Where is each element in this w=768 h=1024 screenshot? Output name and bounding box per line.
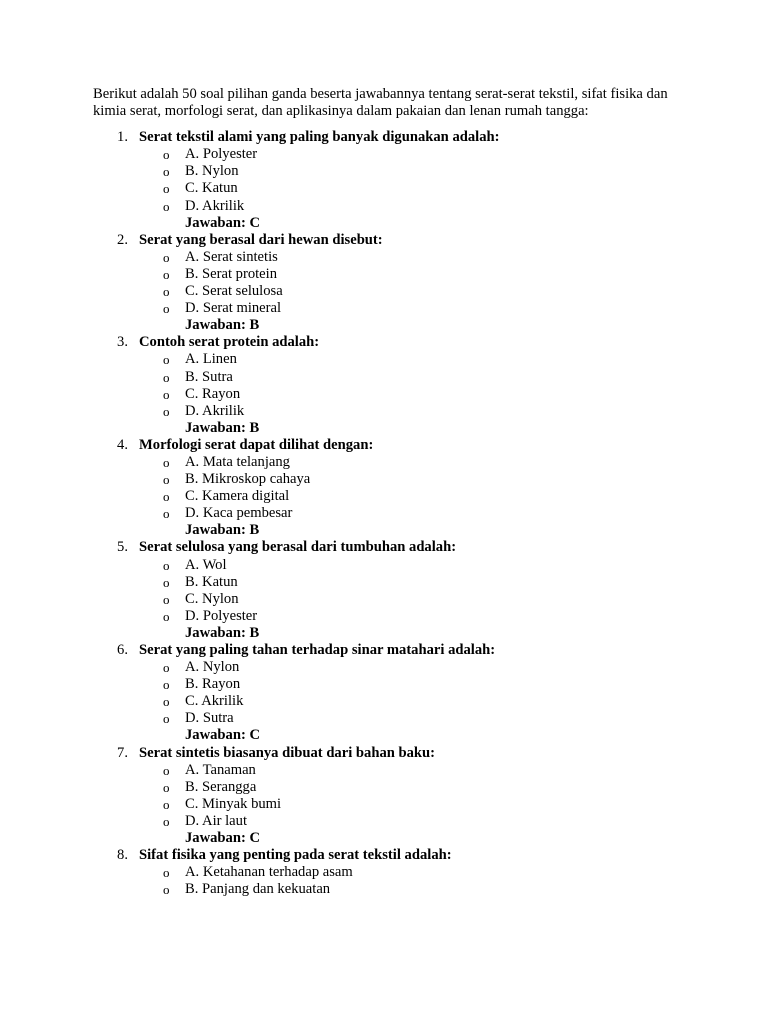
option-text: C. Akrilik	[185, 693, 244, 710]
question-number: 5.	[117, 539, 128, 556]
option-text: D. Akrilik	[185, 197, 245, 214]
option-text: D. Akrilik	[185, 402, 245, 419]
answer-option	[93, 762, 673, 779]
hollow-bullet-icon: o	[163, 796, 170, 812]
question-item	[93, 334, 673, 437]
question-item	[93, 232, 673, 335]
option-text: C. Katun	[185, 180, 238, 197]
answer-option	[93, 386, 673, 403]
answer-option	[93, 591, 673, 608]
question-text: Sifat fisika yang penting pada serat tekstil adalah:	[139, 847, 452, 864]
hollow-bullet-icon: o	[163, 677, 170, 693]
option-text: C. Rayon	[185, 385, 241, 402]
option-text: C. Serat selulosa	[185, 283, 283, 300]
answer-option	[93, 813, 673, 830]
hollow-bullet-icon: o	[163, 181, 170, 197]
hollow-bullet-icon: o	[163, 813, 170, 829]
option-text: A. Wol	[185, 556, 227, 573]
option-text: B. Rayon	[185, 676, 241, 693]
hollow-bullet-icon: o	[163, 403, 170, 419]
hollow-bullet-icon: o	[163, 454, 170, 470]
option-text: B. Katun	[185, 573, 238, 590]
question-number: 4.	[117, 436, 128, 453]
answer-option	[93, 676, 673, 693]
question-text: Serat selulosa yang berasal dari tumbuhan adalah:	[139, 539, 457, 556]
hollow-bullet-icon: o	[163, 284, 170, 300]
answer-option	[93, 454, 673, 471]
answer-option	[93, 574, 673, 591]
hollow-bullet-icon: o	[163, 489, 170, 505]
intro-paragraph: Berikut adalah 50 soal pilihan ganda beserta jawabannya tentang serat-serat tekstil, sifat fisika dan kimia serat, morfologi serat, dan aplikasinya dalam pakaian dan lenan rumah tangga:	[93, 86, 668, 120]
question-number: 2.	[117, 231, 128, 248]
option-text: B. Mikroskop cahaya	[185, 471, 311, 488]
question-number: 7.	[117, 744, 128, 761]
answer-option	[93, 693, 673, 710]
hollow-bullet-icon: o	[163, 352, 170, 368]
question-list	[93, 129, 673, 898]
hollow-bullet-icon: o	[163, 198, 170, 214]
option-text: C. Kamera digital	[185, 488, 290, 505]
hollow-bullet-icon: o	[163, 472, 170, 488]
answer-option	[93, 471, 673, 488]
question-text: Serat yang paling tahan terhadap sinar matahari adalah:	[139, 642, 496, 658]
answer-option	[93, 146, 673, 163]
option-text: D. Air laut	[185, 812, 248, 829]
option-text: D. Sutra	[185, 710, 234, 727]
option-text: C. Nylon	[185, 590, 239, 607]
question-number: 8.	[117, 847, 128, 864]
hollow-bullet-icon: o	[163, 506, 170, 522]
hollow-bullet-icon: o	[163, 882, 170, 898]
hollow-bullet-icon: o	[163, 608, 170, 624]
question-heading	[93, 847, 673, 864]
question-text: Morfologi serat dapat dilihat dengan:	[139, 436, 374, 453]
question-item	[93, 129, 673, 232]
hollow-bullet-icon: o	[163, 865, 170, 881]
option-text: B. Serangga	[185, 778, 257, 795]
option-text: A. Polyester	[185, 146, 258, 163]
option-text: A. Linen	[185, 351, 237, 368]
hollow-bullet-icon: o	[163, 574, 170, 590]
document-page	[93, 86, 673, 898]
answer-option	[93, 249, 673, 266]
answer-option	[93, 608, 673, 625]
option-text: D. Serat mineral	[185, 300, 282, 317]
hollow-bullet-icon: o	[163, 779, 170, 795]
answer-option	[93, 369, 673, 386]
question-heading	[93, 232, 673, 249]
option-text: A. Nylon	[185, 659, 240, 676]
option-text: D. Polyester	[185, 607, 258, 624]
option-text: B. Panjang dan kekuatan	[185, 881, 331, 898]
hollow-bullet-icon: o	[163, 591, 170, 607]
option-text: C. Minyak bumi	[185, 795, 282, 812]
option-text: B. Serat protein	[185, 265, 278, 282]
option-text: A. Ketahanan terhadap asam	[185, 864, 353, 881]
answer-option	[93, 557, 673, 574]
hollow-bullet-icon: o	[163, 386, 170, 402]
option-text: A. Tanaman	[185, 761, 256, 778]
hollow-bullet-icon: o	[163, 147, 170, 163]
question-item	[93, 539, 673, 642]
answer-option	[93, 266, 673, 283]
hollow-bullet-icon: o	[163, 249, 170, 265]
answer-option	[93, 198, 673, 215]
answer-option	[93, 403, 673, 420]
question-text: Serat yang berasal dari hewan disebut:	[139, 231, 383, 248]
hollow-bullet-icon: o	[163, 711, 170, 727]
answer-key: Jawaban: B	[185, 317, 260, 334]
option-text: B. Nylon	[185, 163, 239, 180]
question-heading	[93, 539, 673, 556]
question-item	[93, 642, 673, 745]
question-text: Serat sintetis biasanya dibuat dari bahan baku:	[139, 744, 436, 761]
question-heading	[93, 129, 673, 146]
question-item	[93, 847, 673, 898]
answer-option	[93, 710, 673, 727]
hollow-bullet-icon: o	[163, 557, 170, 573]
option-text: A. Serat sintetis	[185, 248, 278, 265]
hollow-bullet-icon: o	[163, 164, 170, 180]
question-heading	[93, 334, 673, 351]
question-heading	[93, 745, 673, 762]
question-heading	[93, 437, 673, 454]
answer-option	[93, 881, 673, 898]
question-text: Contoh serat protein adalah:	[139, 334, 320, 351]
question-number: 1.	[117, 129, 128, 146]
answer-option	[93, 796, 673, 813]
answer-key: Jawaban: B	[185, 522, 260, 539]
hollow-bullet-icon: o	[163, 660, 170, 676]
answer-option	[93, 180, 673, 197]
hollow-bullet-icon: o	[163, 762, 170, 778]
answer-option	[93, 488, 673, 505]
option-text: B. Sutra	[185, 368, 233, 385]
answer-option	[93, 300, 673, 317]
question-item	[93, 437, 673, 540]
question-number: 6.	[117, 642, 128, 658]
option-text: D. Kaca pembesar	[185, 505, 293, 522]
hollow-bullet-icon: o	[163, 694, 170, 710]
question-item	[93, 745, 673, 848]
answer-option	[93, 779, 673, 796]
option-text: A. Mata telanjang	[185, 453, 290, 470]
answer-option	[93, 864, 673, 881]
answer-key: Jawaban: B	[185, 624, 260, 641]
hollow-bullet-icon: o	[163, 369, 170, 385]
hollow-bullet-icon: o	[163, 266, 170, 282]
answer-option	[93, 283, 673, 300]
answer-option	[93, 163, 673, 180]
hollow-bullet-icon: o	[163, 301, 170, 317]
question-number: 3.	[117, 334, 128, 351]
question-text: Serat tekstil alami yang paling banyak digunakan adalah:	[139, 129, 500, 146]
answer-option	[93, 351, 673, 368]
answer-key: Jawaban: C	[185, 830, 261, 847]
answer-key: Jawaban: C	[185, 214, 261, 231]
answer-key: Jawaban: C	[185, 727, 261, 744]
answer-option	[93, 659, 673, 676]
answer-option	[93, 505, 673, 522]
answer-key: Jawaban: B	[185, 419, 260, 436]
question-heading	[93, 642, 673, 659]
